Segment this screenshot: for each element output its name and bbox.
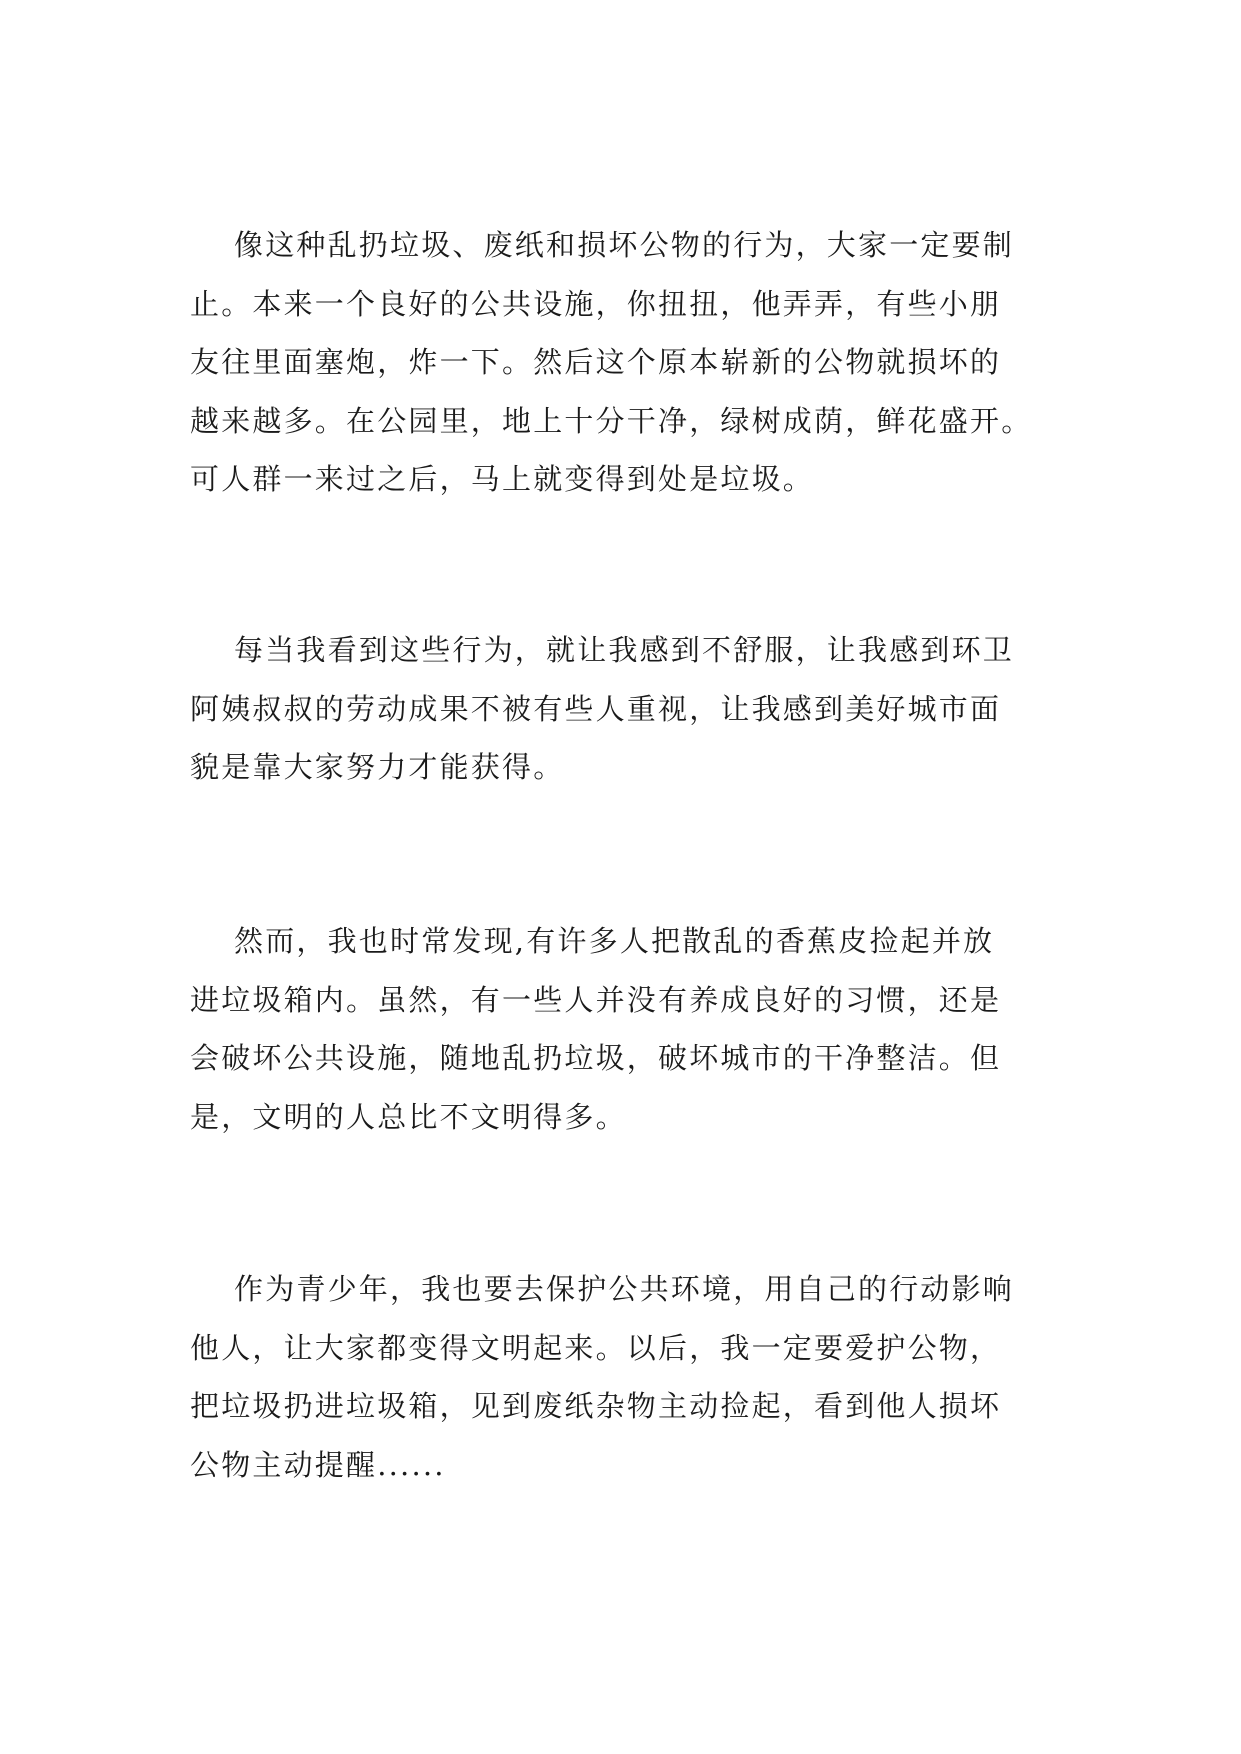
paragraph-1: 像这种乱扔垃圾、废纸和损坏公物的行为，大家一定要制 止。本来一个良好的公共设施，你扭扭，他弄弄，有些小朋 友往里面塞炮，炸一下。然后这个原本崭新的公物就损坏的 越来越多。在公园里，地上十分干净，绿树成荫，鲜花盛开。 可人群一来过之后，马上就变得到处是垃圾。: [190, 228, 1033, 496]
paragraph-3: 然而，我也时常发现,有许多人把散乱的香蕉皮捡起并放 进垃圾箱内。虽然，有一些人并没有养成良好的习惯，还是 会破坏公共设施，随地乱扔垃圾，破坏城市的干净整洁。但 是，文明的人总比不文明得多。: [190, 924, 1002, 1134]
paragraph-2: 每当我看到这些行为，就让我感到不舒服，让我感到环卫 阿姨叔叔的劳动成果不被有些人重视，让我感到美好城市面 貌是靠大家努力才能获得。: [190, 633, 1015, 784]
paragraph-4: 作为青少年，我也要去保护公共环境，用自己的行动影响 他人，让大家都变得文明起来。以后，我一定要爱护公物， 把垃圾扔进垃圾箱，见到废纸杂物主动捡起，看到他人损坏 公物主动提醒......: [190, 1272, 1015, 1482]
